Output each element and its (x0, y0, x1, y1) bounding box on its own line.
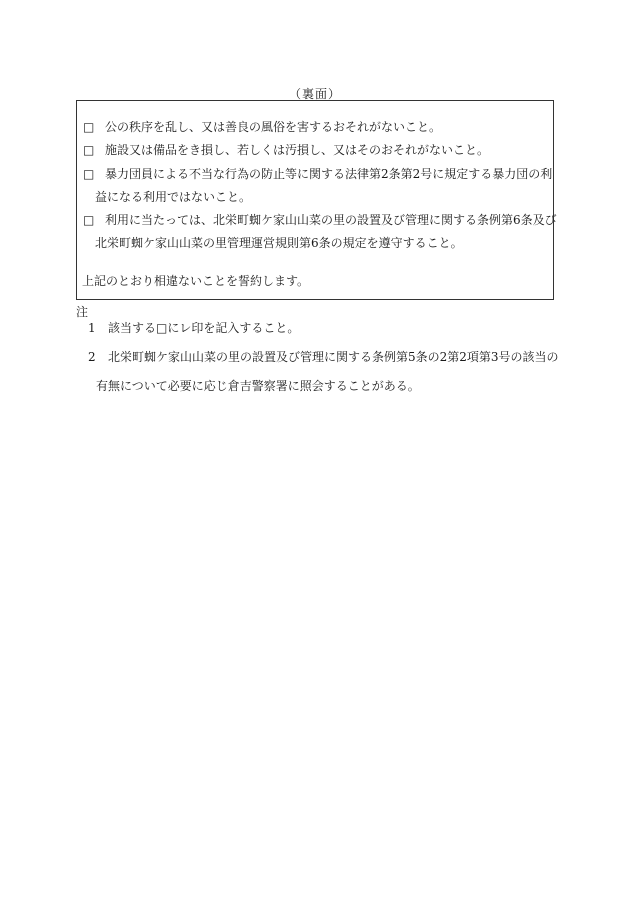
checkbox[interactable]: □ (83, 167, 95, 181)
checkbox[interactable]: □ (83, 213, 95, 227)
note-number: 1 (88, 321, 96, 335)
affirmation-statement: 上記のとおり相違ないことを誓約します。 (82, 274, 310, 288)
declaration-item-rule-compliance (83, 211, 557, 228)
declaration-text: 暴力団員による不当な行為の防止等に関する法律第2条第2号に規定する暴力団の利 (105, 167, 553, 181)
note-text: 該当する□にレ印を記入すること。 (108, 321, 300, 335)
note-text-continuation: 有無について必要に応じ倉吉警察署に照会することがある。 (96, 379, 420, 393)
checkbox[interactable]: □ (83, 143, 95, 157)
declaration-item-facility-damage (83, 141, 489, 158)
declaration-text: 利用に当たっては、北栄町蜘ケ家山山菜の里の設置及び管理に関する条例第6条及び (105, 213, 557, 227)
note-item-1 (88, 319, 299, 336)
declaration-item-gang-law (83, 165, 552, 182)
declaration-text: 施設又は備品をき損し、若しくは汚損し、又はそのおそれがないこと。 (105, 143, 490, 157)
note-text: 北栄町蜘ケ家山山菜の里の設置及び管理に関する条例第5条の2第2項第3号の該当の (108, 350, 559, 364)
note-item-2 (88, 348, 559, 365)
declaration-text-continuation: 益になる利用ではないこと。 (95, 190, 252, 204)
note-number: 2 (88, 350, 96, 364)
page-title: （裏面） (288, 87, 341, 101)
declaration-text-continuation: 北栄町蜘ケ家山山菜の里管理運営規則第6条の規定を遵守すること。 (95, 236, 463, 250)
notes-heading: 注 (76, 305, 89, 319)
declaration-item-public-order (83, 118, 441, 135)
declaration-text: 公の秩序を乱し、又は善良の風俗を害するおそれがないこと。 (105, 120, 442, 134)
checkbox[interactable]: □ (83, 120, 95, 134)
